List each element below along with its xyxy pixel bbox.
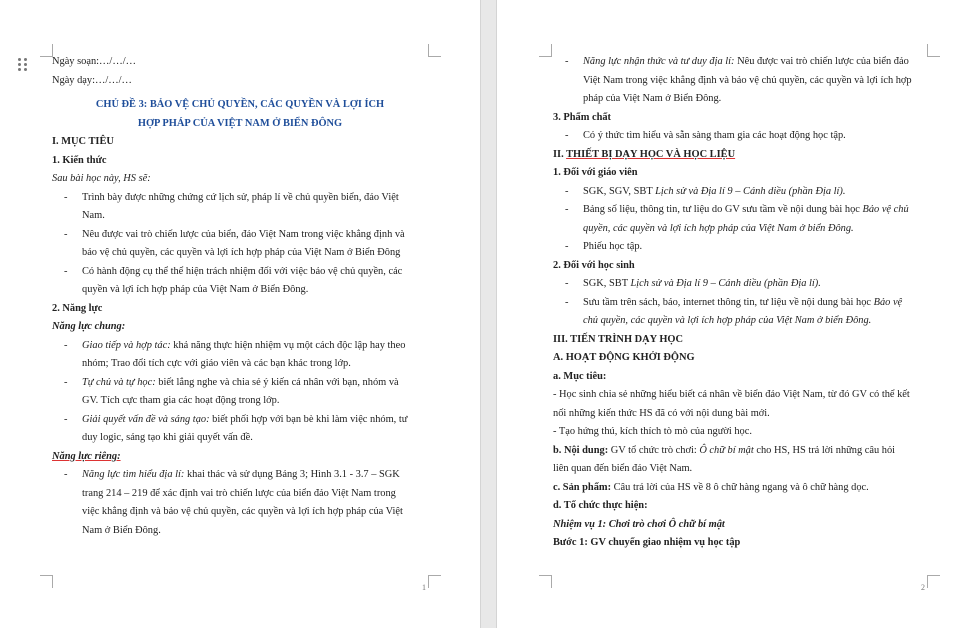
list-item: - Phiếu học tập. bbox=[565, 241, 643, 252]
list-item: - Bảng số liệu, thông tin, tư liệu do GV sưu tầm về nội dung bài học Bảo vệ chủ quyền, các quyền và lợi ích hợp pháp của Việt Nam ở biển Đông. bbox=[565, 204, 909, 234]
list-item: - SGK, SBT Lịch sử và Địa lí 9 – Cánh diều (phần Địa lí). bbox=[565, 278, 821, 289]
document-page-1 bbox=[0, 0, 480, 628]
page-number: 2 bbox=[921, 583, 925, 592]
heading-objectives: I. MỤC TIÊU bbox=[52, 136, 114, 147]
page-separator bbox=[480, 0, 497, 628]
specific-competence-label: Năng lực riêng: bbox=[52, 450, 121, 462]
document-page-2 bbox=[497, 0, 977, 628]
page-corner-mark bbox=[927, 44, 940, 57]
intro-text: Sau bài học này, HS sẽ: bbox=[52, 173, 151, 184]
page-corner-mark bbox=[428, 575, 441, 588]
content-line: b. Nội dung: GV tổ chức trò chơi: Ô chữ bí mật cho HS, HS trả lời những câu hỏi bbox=[553, 444, 896, 456]
list-item: - Sưu tầm trên sách, báo, internet thông tin, tư liệu về nội dung bài học Bảo vệ chủ quyền, các quyền và lợi ích hợp pháp của Việt Nam ở biển Đông. bbox=[565, 296, 903, 326]
heading-teacher: 1. Đối với giáo viên bbox=[553, 167, 638, 178]
task-1: Nhiệm vụ 1: Chơi trò chơi Ô chữ bí mật bbox=[553, 518, 725, 530]
list-item: - Năng lực tìm hiểu địa lí: khai thác và sử dụng Bảng 3; Hình 3.1 - 3.7 – SGK trang 214 – 219 để xác định vai trò chiến lược của biển đảo Việt Nam trong việc khẳng định và bảo vệ chủ quyền, các quyền và lợi ích hợp pháp của Việt Nam ở Biển Đông. bbox=[64, 469, 403, 536]
list-item: - Giao tiếp và hợp tác: khả năng thực hiện nhiệm vụ một cách độc lập hay theo nhóm; Trao đổi tích cực với giáo viên và các bạn khác trong lớp. bbox=[64, 339, 406, 369]
heading-student: 2. Đối với học sinh bbox=[553, 259, 635, 271]
page-1-body bbox=[52, 53, 428, 540]
document-title-line-2: HỢP PHÁP CỦA VIỆT NAM Ở BIỂN ĐÔNG bbox=[137, 117, 343, 129]
list-item: - SGK, SGV, SBT Lịch sử và Địa lí 9 – Cánh diều (phần Địa lí). bbox=[565, 185, 846, 197]
heading-competence: 2. Năng lực bbox=[52, 302, 103, 314]
list-item: - Có ý thức tìm hiểu và sẵn sàng tham gia các hoạt động học tập. bbox=[565, 130, 846, 141]
heading-equipment: II. THIẾT BỊ DẠY HỌC VÀ HỌC LIỆU bbox=[553, 148, 736, 160]
page-2-body: - Năng lực nhận thức và tư duy địa lí: Nêu được vai trò chiến lược của biển đảo Việt Nam trong việc khẳng định và bảo vệ chủ quyền, các quyền và lợi ích hợp pháp của Việt Nam ở Biển Đông. 3. Phẩm chất - Có ý thức tìm hiểu và sẵn sàng tham gia các hoạt động học tập. II. THIẾT BỊ DẠY HỌC VÀ HỌC LIỆU 1. Đối với giáo viên - SGK, SGV, SBT Lịch sử và Địa lí 9 – Cánh diều (phần Địa lí). - Bảng số liệu, thông tin, tư liệu do GV sưu tầm về nội dung bài học Bảo vệ chủ quyền, các quyền và lợi ích hợp pháp của Việt Nam ở biển Đông. - Phiếu học tập. 2. Đối với học sinh - SGK, SBT Lịch sử và Địa lí 9 – Cánh diều (phần Địa lí). - Sưu tầm trên sách, báo, internet thông tin, tư liệu về nội dung bài học Bảo vệ chủ quyền, các quyền và lợi ích hợp pháp của Việt Nam ở biển Đông. III. TIẾN TRÌNH DẠY HỌC A. HOẠT ĐỘNG KHỞI ĐỘNG a. Mục tiêu: - Học sinh chia sẻ những hiểu biết cá nhân về biển đảo Việt Nam, từ đó GV có thể kết nối những kiến thức HS đã có với nội dung bài mới. - Tạo hứng thú, kích thích tò mò của người học. b. Nội dung: GV tổ chức trò chơi: Ô chữ bí mật cho HS, HS trả lời những câu hỏi liên quan đến biển đảo Việt Nam. c. Sản phẩm: Câu trả lời của HS về 8 ô chữ hàng ngang và ô chữ hàng dọc. d. Tổ chức thực hiện: Nhiệm vụ 1: Chơi trò chơi Ô chữ bí mật Bước 1: GV chuyển giao nhiệm vụ học tập bbox=[553, 53, 927, 553]
page-corner-mark bbox=[539, 575, 552, 588]
list-item: - Năng lực nhận thức và tư duy địa lí: Nêu được vai trò chiến lược của biển đảo Việt Nam trong việc khẳng định và bảo vệ chủ quyền, các quyền và lợi ích hợp pháp của Việt Nam ở Biển Đông. bbox=[565, 56, 912, 104]
page-corner-mark bbox=[927, 575, 940, 588]
page-corner-mark bbox=[40, 575, 53, 588]
prep-date: Ngày soạn:…/…/… bbox=[52, 56, 136, 67]
general-competence-label: Năng lực chung: bbox=[52, 321, 126, 332]
page-corner-mark bbox=[428, 44, 441, 57]
list-item: - Có hành động cụ thể thể hiện trách nhiệm đối với việc bảo vệ chủ quyền, các quyền và lợi ích hợp pháp của Việt Nam ở Biển Đông. bbox=[64, 265, 403, 295]
table-move-handle-icon[interactable] bbox=[18, 58, 28, 72]
list-item: - Tự chủ và tự học: biết lắng nghe và chia sẻ ý kiến cá nhân với bạn, nhóm và GV. Tích cực tham gia các hoạt động trong lớp. bbox=[64, 376, 399, 406]
list-item: - Nêu được vai trò chiến lược của biển, đảo Việt Nam trong việc khẳng định và bảo vệ chủ quyền, các quyền và lợi ích hợp pháp của Việt Nam ở Biển Đông bbox=[64, 228, 405, 258]
list-item: - Trình bày được những chứng cứ lịch sử, pháp lí về chủ quyền biển, đảo Việt Nam. bbox=[64, 191, 399, 221]
teach-date: Ngày dạy:…/…/… bbox=[52, 74, 132, 86]
heading-process: III. TIẾN TRÌNH DẠY HỌC bbox=[553, 333, 684, 345]
heading-activity-a: A. HOẠT ĐỘNG KHỞI ĐỘNG bbox=[553, 352, 695, 363]
step-1: Bước 1: GV chuyển giao nhiệm vụ học tập bbox=[553, 537, 741, 548]
page-number: 1 bbox=[422, 583, 426, 592]
heading-qualities: 3. Phẩm chất bbox=[553, 111, 612, 123]
label-goal: a. Mục tiêu: bbox=[553, 370, 607, 382]
page-corner-mark bbox=[539, 44, 552, 57]
list-item: - Giải quyết vấn đề và sáng tạo: biết phối hợp với bạn bè khi làm việc nhóm, tư duy logic, sáng tạo khi giải quyết vấn đề. bbox=[64, 413, 408, 443]
product-line: c. Sản phẩm: Câu trả lời của HS về 8 ô chữ hàng ngang và ô chữ hàng dọc. bbox=[553, 481, 869, 493]
heading-knowledge: 1. Kiến thức bbox=[52, 154, 107, 166]
label-organization: d. Tổ chức thực hiện: bbox=[553, 500, 648, 511]
document-title-line-1: CHỦ ĐỀ 3: BẢO VỆ CHỦ QUYỀN, CÁC QUYỀN VÀ LỢI ÍCH bbox=[95, 99, 385, 110]
